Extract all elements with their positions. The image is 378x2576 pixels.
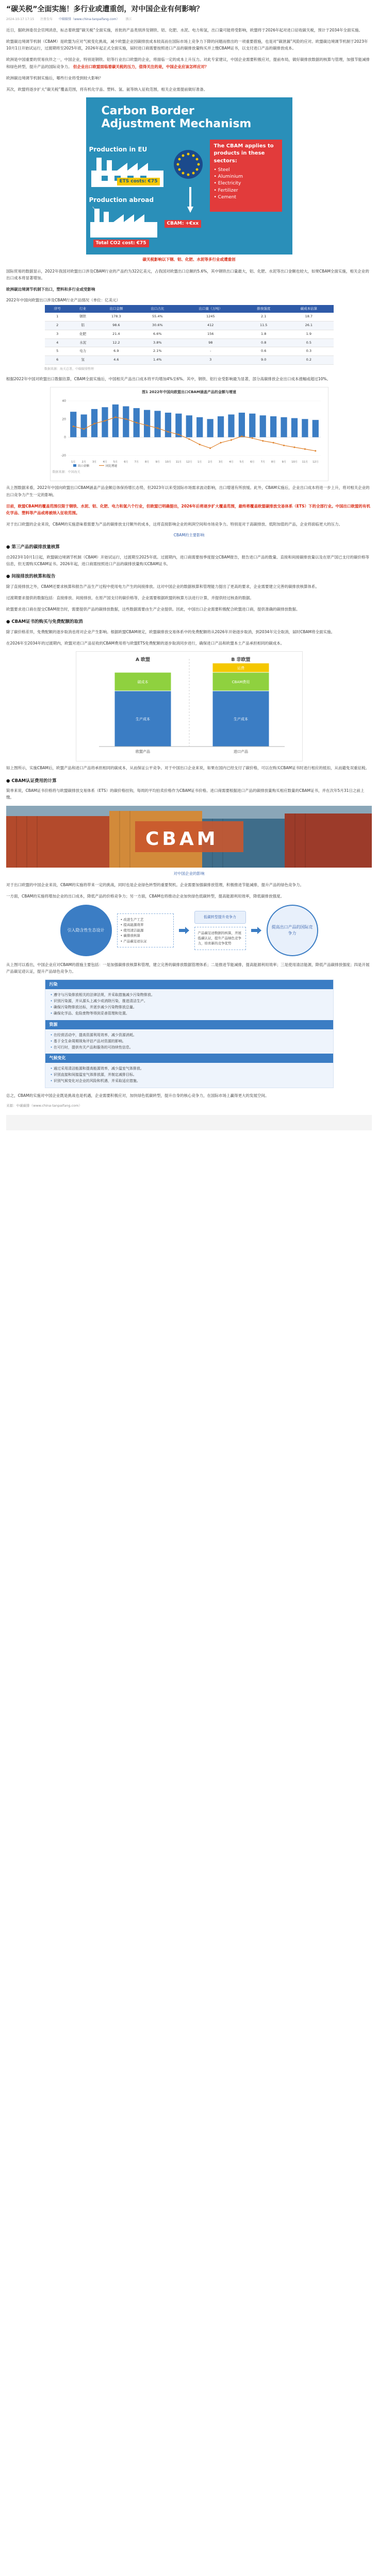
paragraph: 一方面，CBAM的实施将增加企业的出口成本，降低产品的价格竞争力；另一方面，CBAM也将推动企业加快绿色低碳转型，提高能源利用效率，降低碳排放强度。 (6, 893, 284, 899)
bar-export (312, 420, 318, 437)
table-cell: 1.4% (137, 356, 178, 365)
paragraph: 根据2022年中国对欧盟出口数据估算，CBAM全面实施后，中国相关产品出口成本将平均增加4%至6%。其中，钢铁、铝行业受影响最为显著，部分高碳排放企业出口成本涨幅或超过10%。 (6, 376, 331, 381)
arrow-icon (187, 187, 193, 213)
point-growth (315, 450, 316, 452)
table-header: 碳成本估算 (284, 305, 333, 313)
x-tick-label: 10月 (291, 461, 298, 464)
point-growth (188, 438, 190, 440)
table-cell: 9.0 (243, 356, 284, 365)
paragraph: 过渡期要求提供的数据包括：直接排放、间接排放、在原产国支付的碳价格等，企业需要根据欧盟的核算方法进行计算，并提供经过核查的数据。 (6, 596, 254, 601)
point-growth (104, 420, 105, 422)
bar-export (112, 404, 118, 437)
bar-export (165, 413, 171, 437)
x-tick-label: 6月 (123, 461, 128, 464)
table-cell: 3.8% (137, 338, 178, 347)
poster-production-abroad: Production abroad (89, 196, 154, 204)
table-cell: 水泥 (70, 338, 95, 347)
paragraph: 简单来说，CBAM证书价格将与欧盟碳排放交易体系（ETS）的碳价格挂钩，每周的平均拍卖价格作为CBAM证书价格。进口商需要根据进口产品的碳排放量购买相应数量的CBAM证书，并在次年5月31日之前上缴。 (6, 788, 365, 800)
x-tick-label: 8月 (144, 461, 149, 464)
table-cell: 1.8 (243, 330, 284, 338)
flow-list-item: • 使用清洁能源 (120, 928, 144, 933)
subhead: 欧洲碳边境调节机制下出口，塑料和多行业或受影响 (6, 287, 95, 292)
point-growth (220, 442, 221, 444)
paragraph: 除了碳价格差异，免费配额的逐步取消也将对企业产生影响。根据欧盟CBAM规定，欧盟碳排放交易体系中的免费配额将从2026年开始逐步取消，到2034年完全取消，届时CBAM将全面实施。 (6, 630, 335, 635)
export-table (45, 305, 334, 365)
article-title: “碳关税”全面实施！多行业或遭重创，对中国企业有何影响？ (6, 5, 204, 13)
point-growth (83, 429, 85, 430)
impact-item: • 在经营活动中，提高资源利用效率，减少资源消耗。 (51, 1032, 328, 1039)
table-header: 出口金额 (95, 305, 137, 313)
line-growth (73, 417, 316, 451)
point-growth (251, 437, 253, 439)
impact-list (45, 1029, 333, 1054)
flow-middle (194, 911, 246, 950)
x-tick-label: 4月 (102, 461, 107, 464)
article-location: 浙江 (125, 18, 132, 21)
paragraph: 自2023年10月1日起，欧盟碳边境调节机制（CBAM）开始试运行，过渡期至2025年底。过渡期内，进口商需要按季度提交CBAM报告，报告进口产品的数量、直接和间接碳排放量以及在原产国已支付的碳价格等信息，但无需购买CBAM证书。2026年起，进口商需按照进口产品的碳排放量购买CBAM证书。 (6, 555, 369, 567)
table-row (45, 347, 334, 356)
flow-middle-label: 低碳转型提升竞争力 (194, 911, 246, 924)
paragraph: 如上图所示，实施CBAM后，欧盟产品和进口产品将承担相同的碳成本，从而保证公平竞争。对于中国出口企业来说，如果在国内已经支付了碳价格，可以在购买CBAM证书时进行相应的抵扣，从而避免双重征税。 (6, 766, 369, 771)
section-heading: ● 第三产品的碳排放量核算 (6, 545, 60, 550)
table-cell: 178.3 (95, 313, 137, 321)
y-tick-label: 20 (61, 417, 66, 421)
impact-item: • 通过采用清洁能源和提高能源效率，减少温室气体排放。 (51, 1066, 328, 1072)
bar-export (123, 406, 129, 437)
paragraph: 总之，CBAM的实施对中国企业既是挑战也是机遇，企业需要积极应对，加快绿色低碳转型，提升自身的核心竞争力，在国际市场上赢得更大的发展空间。 (6, 1093, 269, 1098)
point-growth (157, 428, 158, 429)
table-cell: 412 (178, 321, 243, 330)
impact-item: • 遵守与污染排放相关的法律法规，并采取措施减少污染物排放。 (51, 992, 328, 998)
table-header: 排放强度 (243, 305, 284, 313)
chart2-svg (78, 654, 300, 757)
impact-item: • 在可行时，提供有关产品和服务的可持续性信息。 (51, 1045, 328, 1051)
article-author: 注册发布 (40, 18, 53, 21)
poster-caption: 碳关税影响以下钢、铝、化肥、水泥等多行业或遭重创 (142, 257, 236, 262)
table-header: 行业 (70, 305, 95, 313)
flow-right-circle: 提高出口产品的国际竞争力 (267, 905, 318, 956)
flow-middle-list: 产品碳足迹数据的核算，开展低碳认证，提升产品绿色竞争力，培育新的竞争优势 (194, 927, 246, 950)
table-cell: 4 (45, 338, 70, 347)
impact-item: • 识别污染源，并从源头上减少或消除污染，推进清洁生产。 (51, 998, 328, 1005)
article-meta (6, 17, 372, 22)
table-cell: - (178, 347, 243, 356)
impact-head: 资源 (45, 1020, 333, 1029)
table-row (45, 321, 334, 330)
segment-label: 碳成本 (137, 680, 148, 685)
x-tick-label: 2月 (208, 461, 212, 464)
impact-list (45, 989, 333, 1020)
x-tick-label: 10月 (165, 461, 171, 464)
point-growth (177, 434, 179, 435)
bar-export (249, 414, 255, 437)
segment-label: 运费 (237, 666, 244, 671)
point-growth (146, 425, 147, 427)
table-cell: 21.4 (95, 330, 137, 338)
segment-label: 生产成本 (135, 717, 150, 722)
table-header: 序号 (45, 305, 70, 313)
table-row (45, 330, 334, 338)
x-tick-label: 3月 (92, 461, 96, 464)
poster-title: Carbon Border Adjustment Mechanism (101, 104, 252, 131)
intro-paragraph: 近日，据欧洲委员会官网消息，标志着欧盟“碳关税”全面实施，首批的产品类别涉及钢铁、铝、化肥、水泥、电力和氢，出口量可能将受影响，欧盟将于2026年起对进口征收碳关税，预计于2034年全面实施。 (6, 28, 363, 32)
table-title: 2022年中国向欧盟出口涉及CBAM行业产品情况（单位：亿美元） (6, 298, 121, 303)
bold-inline: 但企业出口欧盟面临着碳关税的压力，值得关注的是，中国企业应该怎样应对？ (73, 64, 209, 69)
strategy-flow-diagram (6, 905, 372, 956)
cbam-cost-badge: CBAM: +€xx (165, 220, 202, 228)
bar-export (270, 416, 276, 437)
group-label: A 欧盟 (135, 657, 150, 663)
table-cell: 0.6 (243, 347, 284, 356)
table-cell: 1245 (178, 313, 243, 321)
table-cell: 98 (178, 338, 243, 347)
table-cell: 156 (178, 330, 243, 338)
flow-list-item: • 碳排放核算 (120, 934, 140, 938)
bar-export (238, 413, 244, 437)
highlight-paragraph: 目前，欧盟CBAM的覆盖范围仅限于钢铁、水泥、铝、化肥、电力和氢六个行业，但欧盟已明确提出，2026年后将逐步扩大覆盖范围，最终将覆盖欧盟碳排放交易体系（ETS）下的全部行业。中国出口欧盟的有机化学品、塑料等产品或将被纳入征收范围。 (6, 503, 370, 515)
point-growth (241, 436, 242, 437)
y-tick-label: 40 (61, 399, 66, 403)
question-paragraph: 欧洲碳边境调节机制实施后，哪些行业将受到较大影响？ (6, 75, 103, 80)
section-heading: ● 间接排放的核算和报告 (6, 574, 56, 580)
impact-list (45, 1063, 333, 1088)
paragraph: 欧盟要求进口商在提交CBAM报告时，需要提供产品的碳排放数据，这些数据需要由生产企业提供。因此，中国出口企业需要积极配合欧盟进口商，提供准确的碳排放数据。 (6, 607, 300, 612)
point-growth (304, 449, 305, 450)
sectors-box: The CBAM applies to products in these sectors: • Steel • Aluminium • Electricity • Fertilizer • Cement (210, 140, 282, 212)
table-cell: 26.1 (284, 321, 333, 330)
x-tick-label: 11月 (302, 461, 308, 464)
flow-list-item: • 产品碳足迹认证 (120, 939, 147, 943)
table-source: 数据来源：海关总署，中碳碳排整理 (44, 367, 94, 371)
legend-swatch-export (73, 464, 76, 467)
point-growth (114, 417, 116, 418)
table-cell: 0.8 (243, 338, 284, 347)
chart1-svg (53, 396, 326, 468)
table-cell: 0.3 (284, 347, 333, 356)
x-tick-label: 4月 (228, 461, 234, 464)
impact-item: • 基于全生命周期视角评估产品对资源的影响。 (51, 1039, 328, 1045)
bar-export (259, 416, 266, 437)
table-cell: 铝 (70, 321, 95, 330)
footer-block (6, 1115, 372, 1130)
x-tick-label: 1月 (197, 461, 202, 464)
table-cell: 钢铁 (70, 313, 95, 321)
table-cell: 12.2 (95, 338, 137, 347)
table-header: 出口占比 (137, 305, 178, 313)
paragraph: 对于出口欧盟的企业来说，CBAM的实施意味着需要为产品的碳排放支付额外的成本，这将直接影响企业的利润空间和市场竞争力。特别是对于高碳排放、低附加值的产品，企业将面临更大的压力。 (6, 521, 342, 527)
table-cell: 18.7 (284, 313, 333, 321)
banner-caption: 对中国企业的影响 (173, 871, 205, 876)
flow-left-circle: 引入隐含性生态设计 (60, 905, 112, 956)
point-growth (209, 448, 211, 449)
x-tick-label: 3月 (218, 461, 223, 464)
account-link[interactable]: 中碳碳排（www.china-tanpaifang.com） (58, 18, 120, 21)
impact-item: • 确保化学品、危险废物等得到妥善管理和处置。 (51, 1011, 328, 1017)
section-heading: ● CBAM认证费用的计算 (6, 778, 57, 784)
sector-item: • Aluminium (213, 174, 243, 180)
table-row (45, 313, 334, 321)
paragraph: 从上图数据来看，2022年中国向欧盟出口CBAM涵盖产品金额总体保持增长态势，但2023年以来受国际市场需求波动影响，出口增速有所放缓。此外，CBAM实施后，企业出口成本将进一步上升，将对相关企业的出口竞争力产生一定的影响。 (6, 485, 370, 497)
x-tick-label: 9月 (155, 461, 160, 464)
table-cell: 6.6% (137, 330, 178, 338)
cbam-paragraph: 欧盟碳边境调节机制（CBAM）是欧盟为应对气候变化挑战，减少欧盟企业因碳排放成本较高而在国际市场上竞争力下降的问题而推出的一项重要措施，也是对“碳泄漏”风险的应对。欧盟碳边境调节机制于2023年10月1日开始试运行，过渡期将至2025年底，2026年起正式全面实施，届时进口商需要按照进口产品的碳排放量购买并上缴CBAM证书，以支付进口产品的碳排放成本。 (6, 39, 368, 51)
table-cell: 3 (178, 356, 243, 365)
x-tick-label: 9月 (281, 461, 286, 464)
scope-paragraph: 其次，欧盟将逐步扩大“碳关税”覆盖范围，将有机化学品、塑料、氢、氨等纳入征收范围，相关企业需提前做好准备。 (6, 87, 208, 92)
flow-list-item: • 提高能源效率 (120, 923, 144, 927)
factory-abroad-icon (90, 207, 157, 238)
table-row (45, 356, 334, 365)
table-cell: 化肥 (70, 330, 95, 338)
table-cell: 11.5 (243, 321, 284, 330)
sector-item: • Electricity (213, 181, 241, 187)
table-cell: 6.9 (95, 347, 137, 356)
chart-cost-compare (76, 651, 303, 761)
bar-export (102, 408, 108, 437)
x-tick-label: 11月 (175, 461, 182, 464)
point-growth (93, 423, 95, 425)
table-cell: 0.5 (284, 338, 333, 347)
x-tick-label: 2月 (81, 461, 86, 464)
table-cell: 6 (45, 356, 70, 365)
x-tick-label: 12月 (186, 461, 192, 464)
eu-flag-icon (173, 149, 204, 180)
point-growth (199, 444, 200, 446)
legend-label-growth: 同比增速 (105, 465, 117, 468)
segment-label: CBAM费用 (232, 680, 250, 685)
chart-export-growth (50, 387, 328, 482)
impact-item: • 确保污染物排放达标，并逐步减少污染物排放总量。 (51, 1005, 328, 1011)
arrow-right-icon (179, 927, 189, 934)
sector-item: • Cement (213, 194, 237, 200)
legend-label-export: 出口金额 (77, 465, 89, 468)
paragraph: 从上图可以看出，中国企业应对CBAM的措施主要包括：一是加强碳排放核算和管理，建立完善的碳排放数据管理体系；二是推进节能减排，提高能源利用效率；三是使用清洁能源，降低产品碳排放强度；四是开展产品碳足迹认证，提升产品绿色竞争力。 (6, 962, 370, 974)
x-tick-label: 7月 (260, 461, 265, 464)
footer-source: 来源：中碳碳排（www.china-tanpaifang.com） (6, 1104, 82, 1108)
x-tick-label: 5月 (239, 461, 244, 464)
bar-export (302, 419, 308, 437)
x-tick-label: 进口产品 (233, 750, 248, 754)
table-cell: 0.2 (284, 356, 333, 365)
bar-export (196, 417, 203, 437)
bar-export (154, 411, 160, 437)
banner-caption: CBAM的主要影响 (173, 533, 205, 537)
x-tick-label: 欧盟产品 (135, 750, 150, 754)
chart-title: 图1 2022年中国向欧盟出口CBAM涵盖产品的金额与增速 (142, 389, 236, 394)
flow-list-item: • 改进生产工艺 (120, 918, 144, 922)
impact-head: 污染 (45, 980, 333, 989)
table-cell: 3 (45, 330, 70, 338)
bar-export (207, 419, 213, 437)
cbam-container-image (6, 806, 372, 868)
sector-item: • Steel (213, 167, 230, 173)
x-tick-label: 1月 (71, 461, 75, 464)
bar-export (291, 418, 297, 437)
poster-production-eu: Production in EU (89, 145, 147, 153)
y-tick-label: 0 (63, 436, 66, 440)
bar-export (186, 416, 192, 437)
table-row (45, 338, 334, 347)
sector-item: • Fertilizer (213, 188, 238, 193)
bar-export (228, 415, 234, 437)
point-growth (125, 418, 126, 420)
point-growth (167, 431, 169, 433)
advice-paragraph: 欧洲是中国重要的贸易伙伴之一，中国企业，特别是钢铁、铝等行业出口欧盟的企业，将面临一定的成本上升压力。对此专家建议，中国企业需要积极应对，提前布局，做好碳排放数据的核算与管理，加强节能减排和绿色转型，提升产品的国际竞争力。 但企业出口欧盟面临着碳关税的压力，值得关注的是，中国企业应该怎样应对？ (6, 57, 370, 69)
point-growth (293, 447, 295, 448)
x-tick-label: 8月 (271, 461, 275, 464)
group-label: B 非欧盟 (231, 657, 250, 663)
cbam-banner-text: CBAM (145, 828, 219, 850)
point-growth (230, 439, 232, 441)
x-tick-label: 5月 (113, 461, 118, 464)
table-cell: 30.6% (137, 321, 178, 330)
table-cell: 2 (45, 321, 70, 330)
total-cost-badge: Total CO2 cost: €75 (93, 240, 149, 248)
impact-head: 气候变化 (45, 1054, 333, 1063)
table-header: 出口量（万吨） (178, 305, 243, 313)
segment-label: 生产成本 (233, 717, 248, 722)
bar-export (281, 417, 287, 437)
article-date: 2024-10-17 17:15 (6, 18, 35, 21)
paragraph: 除了直接排放之外，CBAM还要求核算和报告产品生产过程中使用电力产生的间接排放。这对中国企业的数据核算和管理能力提出了更高的要求，企业需要建立完善的碳排放核算体系。 (6, 584, 319, 589)
paragraph: 对于出口欧盟的中国企业来说，CBAM的实施将带来一定的挑战，同时也是企业绿色转型的重要契机。企业需要加强碳排放管理，积极推进节能减排，提升产品的绿色竞争力。 (6, 882, 304, 887)
arrow-right-icon (251, 927, 261, 934)
table-cell: 98.6 (95, 321, 137, 330)
bar-export (217, 416, 223, 437)
impact-item: • 识别直接和间接温室气体排放源，并制定减排目标。 (51, 1072, 328, 1078)
chart-source: 数据来源：中国海关 (52, 470, 80, 474)
flow-left-list (117, 913, 174, 947)
section-heading: ● CBAM证书的购买与免费配额的取消 (6, 619, 83, 625)
table-cell: 氢 (70, 356, 95, 365)
table-cell: 电力 (70, 347, 95, 356)
ets-cost-badge: ETS costs: €75 (117, 178, 160, 186)
point-growth (272, 442, 274, 444)
point-growth (136, 422, 137, 423)
paragraph: 国际贸易的数据显示，2022年我国对欧盟出口涉及CBAM行业的产品约为322亿美元，占我国对欧盟出口总额的5.6%，其中钢铁出口量最大，铝、化肥、水泥等出口金额也较大，如果CBAM全面实施，相关企业的出口成本将显著增加。 (6, 268, 369, 280)
bar-export (144, 410, 150, 437)
paragraph: 在2026年至2034年的过渡期内，欧盟对进口产品征收的CBAM费用将与欧盟ETS免费配额的逐步取消同步进行，确保进口产品和欧盟本土产品承担相同的碳成本。 (6, 641, 285, 646)
table-cell: 2.1 (243, 313, 284, 321)
table-cell: 1.9 (284, 330, 333, 338)
table-header-row (45, 305, 334, 313)
impact-item: • 识别气候变化对企业的风险和机遇，并采取适应措施。 (51, 1078, 328, 1084)
x-tick-label: 7月 (134, 461, 139, 464)
x-tick-label: 12月 (312, 461, 318, 464)
cbam-poster-image (86, 97, 292, 255)
x-tick-label: 6月 (250, 461, 254, 464)
bar-export (80, 415, 87, 437)
table-cell: 4.6 (95, 356, 137, 365)
impact-panel (45, 979, 334, 1088)
table-cell: 55.4% (137, 313, 178, 321)
table-cell: 5 (45, 347, 70, 356)
point-growth (262, 440, 264, 442)
table-cell: 1 (45, 313, 70, 321)
table-cell: 2.1% (137, 347, 178, 356)
point-growth (283, 445, 285, 446)
bar-export (70, 412, 76, 437)
y-tick-label: -20 (60, 454, 66, 458)
point-growth (72, 426, 74, 427)
